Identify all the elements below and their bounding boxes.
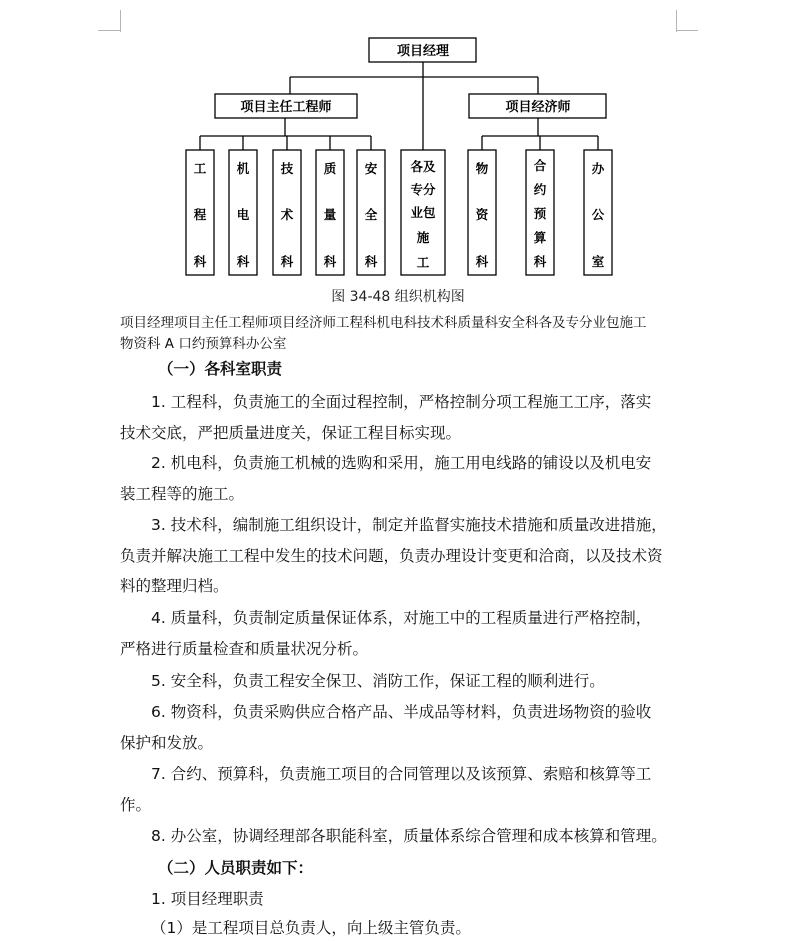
paragraph-line: 负责并解决施工工程中发生的技术问题，负责办理设计变更和洽商，以及技术资 [120,546,663,565]
org-unit-char: 科 [193,254,207,269]
org-unit-char: 办 [591,161,605,176]
paragraph [120,697,680,758]
paragraph-line: 2. 机电科，负责施工机械的选购和采用，施工用电线路的铺设以及机电安 [151,454,652,472]
paragraph-line: 3. 技术科，编制施工组织设计，制定并监督实施技术措施和质量改进措施， [151,516,667,534]
paragraph-line: 5. 安全科，负责工程安全保卫、消防工作，保证工程的顺利进行。 [151,672,605,690]
org-unit-char: 工 [416,255,430,270]
paragraph [120,666,680,697]
paragraph [120,821,680,852]
subsection-heading: 1. 项目经理职责 [151,890,264,908]
org-unit-char: 科 [364,254,378,269]
org-unit-char: 预 [533,206,547,221]
paragraph-line: 严格进行质量检查和质量状况分析。 [120,639,369,658]
org-unit-char: 量 [323,207,337,222]
paragraph [120,448,680,509]
paragraph-line: 保护和发放。 [120,733,214,752]
org-unit-char: 科 [236,254,250,269]
org-label-chief-engineer: 项目主任工程师 [240,100,332,115]
figure-caption: 图 34-48 组织机构图 [331,289,465,305]
org-unit-char: 程 [193,207,207,222]
org-unit-char: 术 [280,207,294,222]
org-unit-char: 业包 [410,205,436,220]
paragraph-line: 料的整理归档。 [120,577,229,595]
paragraph-line: 1. 工程科，负责施工的全面过程控制，严格控制分项工程施工工序，落实 [151,393,652,411]
org-unit-char: 资 [475,207,489,222]
org-unit-char: 科 [280,254,294,269]
org-unit-char: 专分 [410,182,436,197]
org-unit-char: 工 [193,161,207,176]
org-unit-char: 施 [416,230,430,245]
ocr-text-block [120,313,690,355]
paragraph-line: 作。 [120,795,152,814]
org-unit-char: 安 [364,161,378,176]
paragraph-line: 装工程等的施工。 [120,484,245,503]
org-unit-char: 质 [323,161,337,176]
org-label-manager: 项目经理 [396,44,450,59]
org-unit-char: 电 [236,207,250,222]
org-unit-char: 公 [591,207,605,222]
org-label-economist: 项目经济师 [505,100,571,115]
ocr-text-line: 项目经理项目主任工程师项目经济师工程科机电科技术科质量科安全科各及专分业包施工 [120,315,647,331]
org-unit-char: 各及 [410,159,436,174]
org-unit-char: 科 [475,254,489,269]
paragraph-line: 7. 合约、预算科，负责施工项目的合同管理以及该预算、索赔和核算等工 [151,765,652,783]
paragraph-line: 技术交底，严把质量进度关，保证工程目标实现。 [120,423,462,442]
org-unit-char: 技 [280,161,294,176]
org-unit-char: 室 [591,254,605,269]
paragraph [120,510,680,602]
paragraph [120,759,680,820]
org-unit-char: 合 [533,158,547,173]
org-chart [0,0,796,285]
org-unit-char: 机 [236,161,250,176]
paragraph-line: 8. 办公室，协调经理部各职能科室，质量体系综合管理和成本核算和管理。 [151,827,667,845]
org-unit-char: 科 [323,254,337,269]
paragraph-line: （1）是工程项目总负责人，向上级主管负责。 [151,919,471,937]
paragraph-line: 6. 物资科，负责采购供应合格产品、半成品等材料，负责进场物资的验收 [151,703,652,721]
section-heading: （二）人员职责如下： [158,859,314,877]
section-heading: （一）各科室职责 [158,360,283,378]
org-unit-char: 科 [533,254,547,269]
ocr-text-line: 物资科 A 口约预算科办公室 [120,336,287,352]
org-unit-char: 约 [533,182,547,197]
paragraph-line: 4. 质量科，负责制定质量保证体系，对施工中的工程质量进行严格控制， [151,609,652,627]
paragraph [120,603,680,664]
paragraph [120,387,680,448]
org-unit-char: 物 [475,161,489,176]
org-unit-char: 算 [533,230,547,245]
org-unit-char: 全 [364,207,378,222]
